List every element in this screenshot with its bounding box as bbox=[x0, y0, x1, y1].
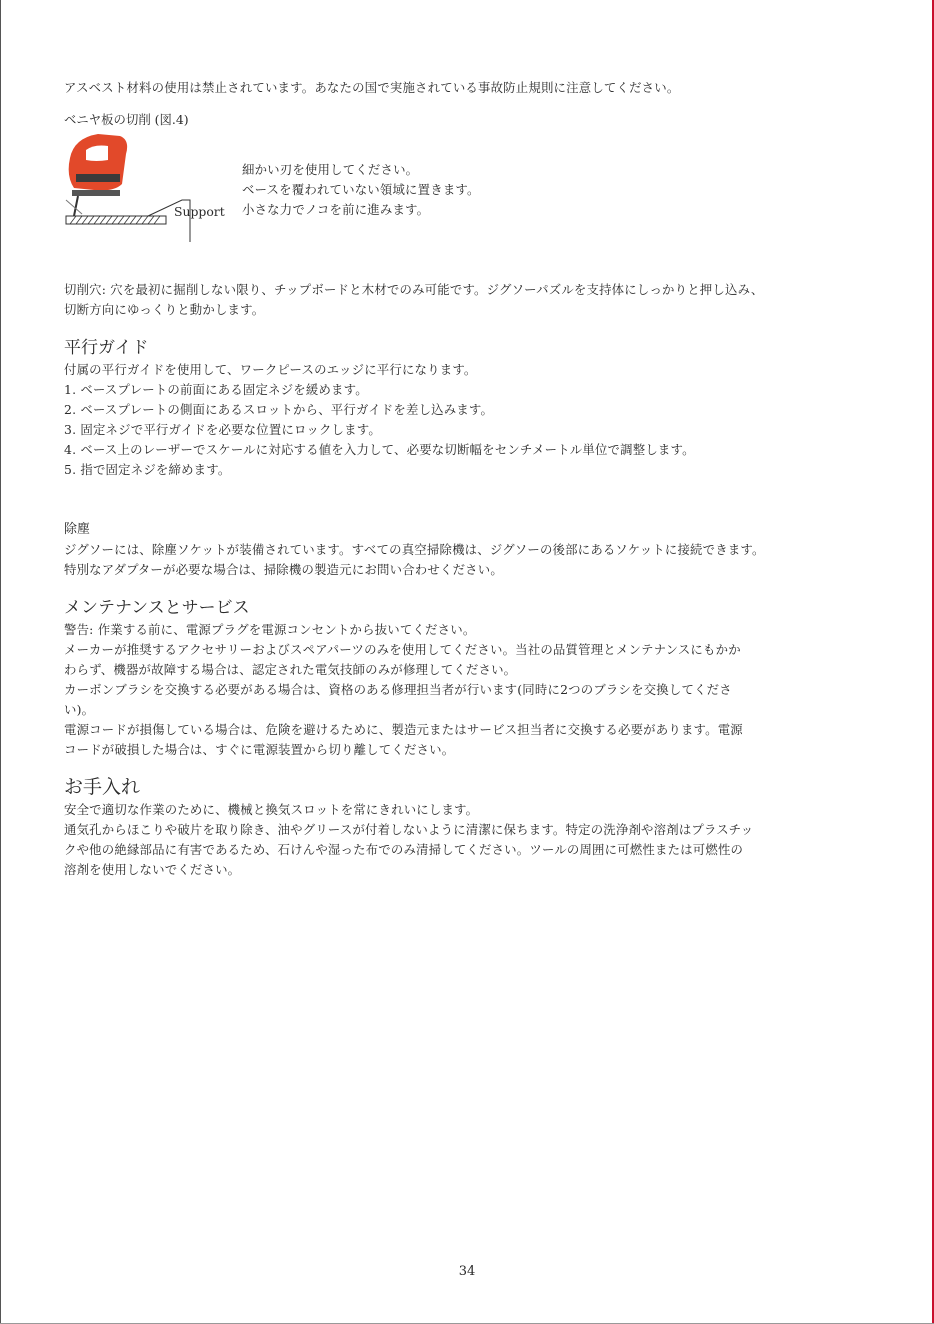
maintenance-line: カーボンブラシを交換する必要がある場合は、資格のある修理担当者が行います(同時に2つのブラシを交換してくださ bbox=[64, 682, 732, 697]
care-line: クや他の絶縁部品に有害であるため、石けんや湿った布でのみ清掃してください。ツールの周囲に可燃性または可燃性の bbox=[64, 842, 744, 857]
jigsaw-illustration bbox=[64, 130, 196, 242]
page-content bbox=[64, 78, 894, 880]
section-heading: 平行ガイド bbox=[64, 338, 149, 358]
care-line: 安全で適切な作業のために、機械と換気スロットを常にきれいにします。 bbox=[64, 802, 479, 817]
intro-warning: アスベスト材料の使用は禁止されています。あなたの国で実施されている事故防止規則に注意してください。 bbox=[64, 80, 680, 95]
jigsaw-base-plate bbox=[72, 190, 120, 196]
parallel-guide-step: 2. ベースプレートの側面にあるスロットから、平行ガイドを差し込みます。 bbox=[64, 402, 494, 417]
dust-line: ジグソーには、除塵ソケットが装備されています。すべての真空掃除機は、ジグソーの後部にあるソケットに接続できます。 bbox=[64, 542, 765, 557]
section-heading: お手入れ bbox=[64, 776, 141, 798]
veneer-instructions bbox=[242, 160, 480, 220]
page-border-left bbox=[0, 0, 1, 1324]
maintenance-line: 電源コードが損傷している場合は、危険を避けるために、製造元またはサービス担当者に交換する必要があります。電源 bbox=[64, 722, 743, 737]
dust-line: 特別なアダプターが必要な場合は、掃除機の製造元にお問い合わせください。 bbox=[64, 562, 503, 577]
dust-extraction-section bbox=[64, 520, 894, 580]
plunge-cut-paragraph bbox=[64, 280, 894, 320]
parallel-guide-intro: 付属の平行ガイドを使用して、ワークピースのエッジに平行になります。 bbox=[64, 362, 477, 377]
veneer-line: 小さな力でノコを前に進みます。 bbox=[242, 202, 430, 217]
plunge-line: 切断方向にゆっくりと動かします。 bbox=[64, 302, 265, 317]
jigsaw-blade bbox=[74, 196, 78, 216]
veneer-title: ベニヤ板の切削 (図.4) bbox=[64, 112, 189, 127]
parallel-guide-step: 3. 固定ネジで平行ガイドを必要な位置にロックします。 bbox=[64, 422, 381, 437]
maintenance-line: メーカーが推奨するアクセサリーおよびスペアパーツのみを使用してください。当社の品質管理とメンテナンスにもかか bbox=[64, 642, 741, 657]
maintenance-line: わらず、機器が故障する場合は、認定された電気技師のみが修理してください。 bbox=[64, 662, 517, 677]
section-heading: メンテナンスとサービス bbox=[64, 598, 250, 618]
support-label: Support bbox=[174, 204, 225, 219]
veneer-figure-block bbox=[64, 110, 894, 238]
jigsaw-motor-band bbox=[76, 174, 120, 182]
parallel-guide-step: 5. 指で固定ネジを締めます。 bbox=[64, 462, 231, 477]
section-heading: 除塵 bbox=[64, 522, 91, 537]
page-number: 34 bbox=[458, 1264, 476, 1279]
parallel-guide-step: 1. ベースプレートの前面にある固定ネジを緩めます。 bbox=[64, 382, 368, 397]
care-section bbox=[64, 774, 894, 880]
parallel-guide-section bbox=[64, 336, 894, 480]
maintenance-line: コードが破損した場合は、すぐに電源装置から切り離してください。 bbox=[64, 742, 455, 757]
parallel-guide-step: 4. ベース上のレーザーでスケールに対応する値を入力して、必要な切断幅をセンチメートル単位で調整します。 bbox=[64, 442, 695, 457]
plunge-line: 切削穴: 穴を最初に掘削しない限り、チップボードと木材でのみ可能です。ジグソーパズルを支持体にしっかりと押し込み、 bbox=[64, 282, 764, 297]
veneer-line: ベースを覆われていない領域に置きます。 bbox=[242, 182, 480, 197]
maintenance-section bbox=[64, 596, 894, 760]
maintenance-line: い)。 bbox=[64, 702, 95, 717]
veneer-line: 細かい刃を使用してください。 bbox=[242, 162, 419, 177]
maintenance-line: 警告: 作業する前に、電源プラグを電源コンセントから抜いてください。 bbox=[64, 622, 476, 637]
care-line: 通気孔からほこりや破片を取り除き、油やグリースが付着しないように清潔に保ちます。特定の洗浄剤や溶剤はプラスチッ bbox=[64, 822, 754, 837]
care-line: 溶剤を使用しないでください。 bbox=[64, 862, 241, 877]
